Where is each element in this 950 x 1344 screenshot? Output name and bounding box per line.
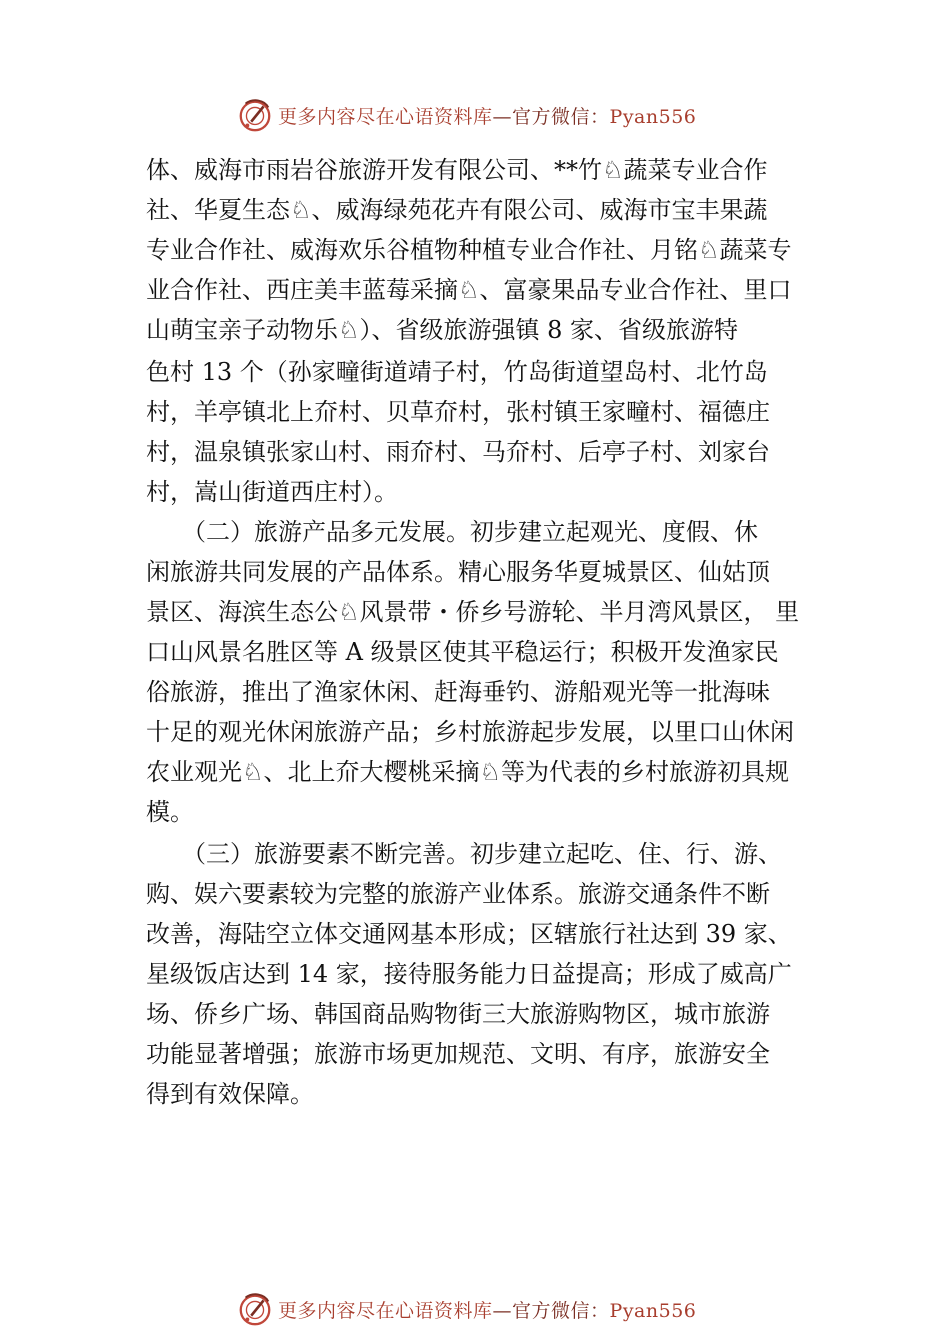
- text-line: 得到有效保障。: [146, 1080, 314, 1108]
- text-line: 社、华夏生态♘、威海绿苑花卉有限公司、威海市宝丰果蔬: [146, 196, 768, 224]
- text-line: 俗旅游，推出了渔家休闲、赶海垂钓、游船观光等一批海味: [146, 678, 770, 706]
- text-line: 模。: [146, 798, 194, 826]
- text-line: 色村 13 个（孙家疃街道靖子村，竹岛街道望岛村、北竹岛: [146, 358, 768, 386]
- text-line: 村，温泉镇张家山村、雨夼村、马夼村、后亭子村、刘家台: [146, 438, 770, 466]
- footer-dash: —: [492, 1299, 513, 1322]
- header-brand: 更多内容尽在心语资料库: [278, 105, 493, 128]
- text-line: 星级饭店达到 14 家，接待服务能力日益提高；形成了威高广: [146, 960, 792, 988]
- paragraph-start-line: （二）旅游产品多元发展。初步建立起观光、度假、休: [146, 518, 758, 546]
- text-line: 闲旅游共同发展的产品体系。精心服务华夏城景区、仙姑顶: [146, 558, 770, 586]
- footer-wechat-label: 官方微信：: [512, 1299, 610, 1322]
- document-body: [146, 150, 826, 1114]
- header-wechat-label: 官方微信：: [512, 105, 610, 128]
- text-line: 专业合作社、威海欢乐谷植物种植专业合作社、月铭♘蔬菜专: [146, 236, 792, 264]
- paragraph-start-line: （三）旅游要素不断完善。初步建立起吃、住、行、游、: [146, 840, 782, 868]
- text-line: 体、威海市雨岩谷旅游开发有限公司、**竹♘蔬菜专业合作: [146, 156, 768, 184]
- text-line: 购、娱六要素较为完整的旅游产业体系。旅游交通条件不断: [146, 880, 770, 908]
- text-line: 改善，海陆空立体交通网基本形成；区辖旅行社达到 39 家、: [146, 920, 792, 948]
- text-line: 山萌宝亲子动物乐♘）、省级旅游强镇 8 家、省级旅游特: [146, 316, 739, 344]
- text-line: 口山风景名胜区等 A 级景区使其平稳运行；积极开发渔家民: [146, 638, 779, 666]
- text-line: 农业观光♘、北上夼大樱桃采摘♘等为代表的乡村旅游初具规: [146, 758, 790, 786]
- brand-logo-icon: [236, 96, 274, 134]
- text-line: 场、侨乡广场、韩国商品购物街三大旅游购物区，城市旅游: [146, 1000, 770, 1028]
- text-line: 功能显著增强；旅游市场更加规范、文明、有序，旅游安全: [146, 1040, 770, 1068]
- text-line: 村，嵩山街道西庄村）。: [146, 478, 398, 506]
- text-line: 村，羊亭镇北上夼村、贝草夼村，张村镇王家疃村、福德庄: [146, 398, 770, 426]
- header-dash: —: [492, 105, 513, 128]
- brand-logo-icon: [236, 1290, 274, 1328]
- text-line: 业合作社、西庄美丰蓝莓采摘♘、富豪果品专业合作社、里口: [146, 276, 792, 304]
- header-wechat-id: Pyan556: [609, 105, 697, 128]
- footer-text: [278, 1296, 696, 1323]
- footer-wechat-id: Pyan556: [609, 1299, 697, 1322]
- footer-brand: 更多内容尽在心语资料库: [278, 1299, 493, 1322]
- footer-banner: [236, 1287, 756, 1331]
- header-text: [278, 102, 696, 129]
- text-line: 景区、海滨生态公♘风景带・侨乡号游轮、半月湾风景区， 里: [146, 598, 800, 626]
- header-banner: [236, 93, 756, 137]
- text-line: 十足的观光休闲旅游产品；乡村旅游起步发展，以里口山休闲: [146, 718, 794, 746]
